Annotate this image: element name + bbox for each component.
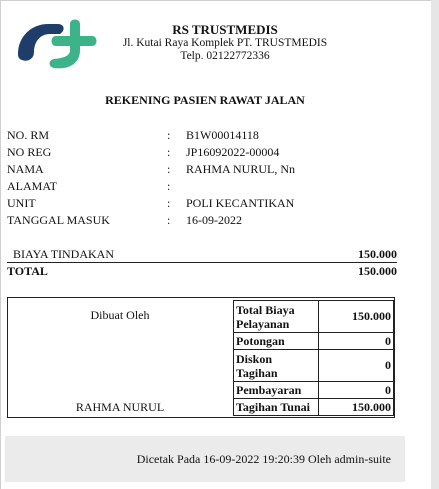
info-label: NAMA [7, 162, 44, 176]
hospital-address: Jl. Kutai Raya Komplek PT. TRUSTMEDIS [122, 37, 328, 49]
info-label: NO REG [7, 145, 52, 159]
bill-value: 150.000 [319, 399, 394, 416]
info-value: B1W00014118 [186, 128, 259, 142]
info-value: RAHMA NURUL, Nn [186, 162, 296, 176]
charge-label: BIAYA TINDAKAN [13, 247, 115, 261]
bill-row-pembayaran [234, 382, 394, 399]
total-row [7, 262, 397, 279]
info-colon: : [167, 145, 171, 159]
info-colon: : [167, 179, 171, 193]
hospital-logo [14, 14, 98, 70]
info-colon: : [167, 162, 171, 176]
printed-text: Dicetak Pada 16-09-2022 19:20:39 Oleh admin-suite [136, 452, 391, 466]
charge-value: 150.000 [358, 247, 397, 261]
info-colon: : [167, 128, 171, 142]
charge-row [7, 246, 397, 262]
charges-table [7, 246, 397, 279]
document-title: REKENING PASIEN RAWAT JALAN [105, 93, 305, 107]
info-value: POLI KECANTIKAN [186, 196, 295, 210]
info-value: 16-09-2022 [186, 213, 242, 227]
bill-row-potongan [234, 333, 394, 350]
info-label: TANGGAL MASUK [7, 213, 110, 227]
total-label: TOTAL [7, 264, 48, 278]
info-value: JP16092022-00004 [186, 145, 280, 159]
bill-value: 0 [319, 333, 394, 350]
info-colon: : [167, 196, 171, 210]
info-label: ALAMAT [7, 179, 57, 193]
info-label: UNIT [7, 196, 36, 210]
made-by-name: RAHMA NURUL [75, 400, 165, 414]
total-value: 150.000 [358, 264, 397, 278]
hospital-name: RS TRUSTMEDIS [172, 22, 278, 37]
bill-label: Pembayaran [234, 382, 319, 399]
bill-label: Total Biaya Pelayanan [234, 301, 319, 333]
bill-label: Diskon Tagihan [234, 350, 319, 382]
bill-value: 150.000 [319, 301, 394, 333]
bill-row-tagihan-tunai [234, 399, 394, 416]
bill-row-total-biaya [234, 301, 394, 333]
made-by-label: Dibuat Oleh [90, 308, 150, 322]
scroll-shade [431, 0, 439, 489]
bill-label: Tagihan Tunai [234, 399, 319, 416]
bill-value: 0 [319, 382, 394, 399]
bill-row-diskon [234, 350, 394, 382]
info-colon: : [167, 213, 171, 227]
payment-summary [7, 297, 395, 418]
hospital-phone: Telp. 02122772336 [180, 50, 270, 62]
bill-label: Potongan [234, 333, 319, 350]
bill-summary-table [233, 300, 394, 416]
bill-value: 0 [319, 350, 394, 382]
printed-footer [5, 436, 405, 482]
info-label: NO. RM [7, 128, 50, 142]
